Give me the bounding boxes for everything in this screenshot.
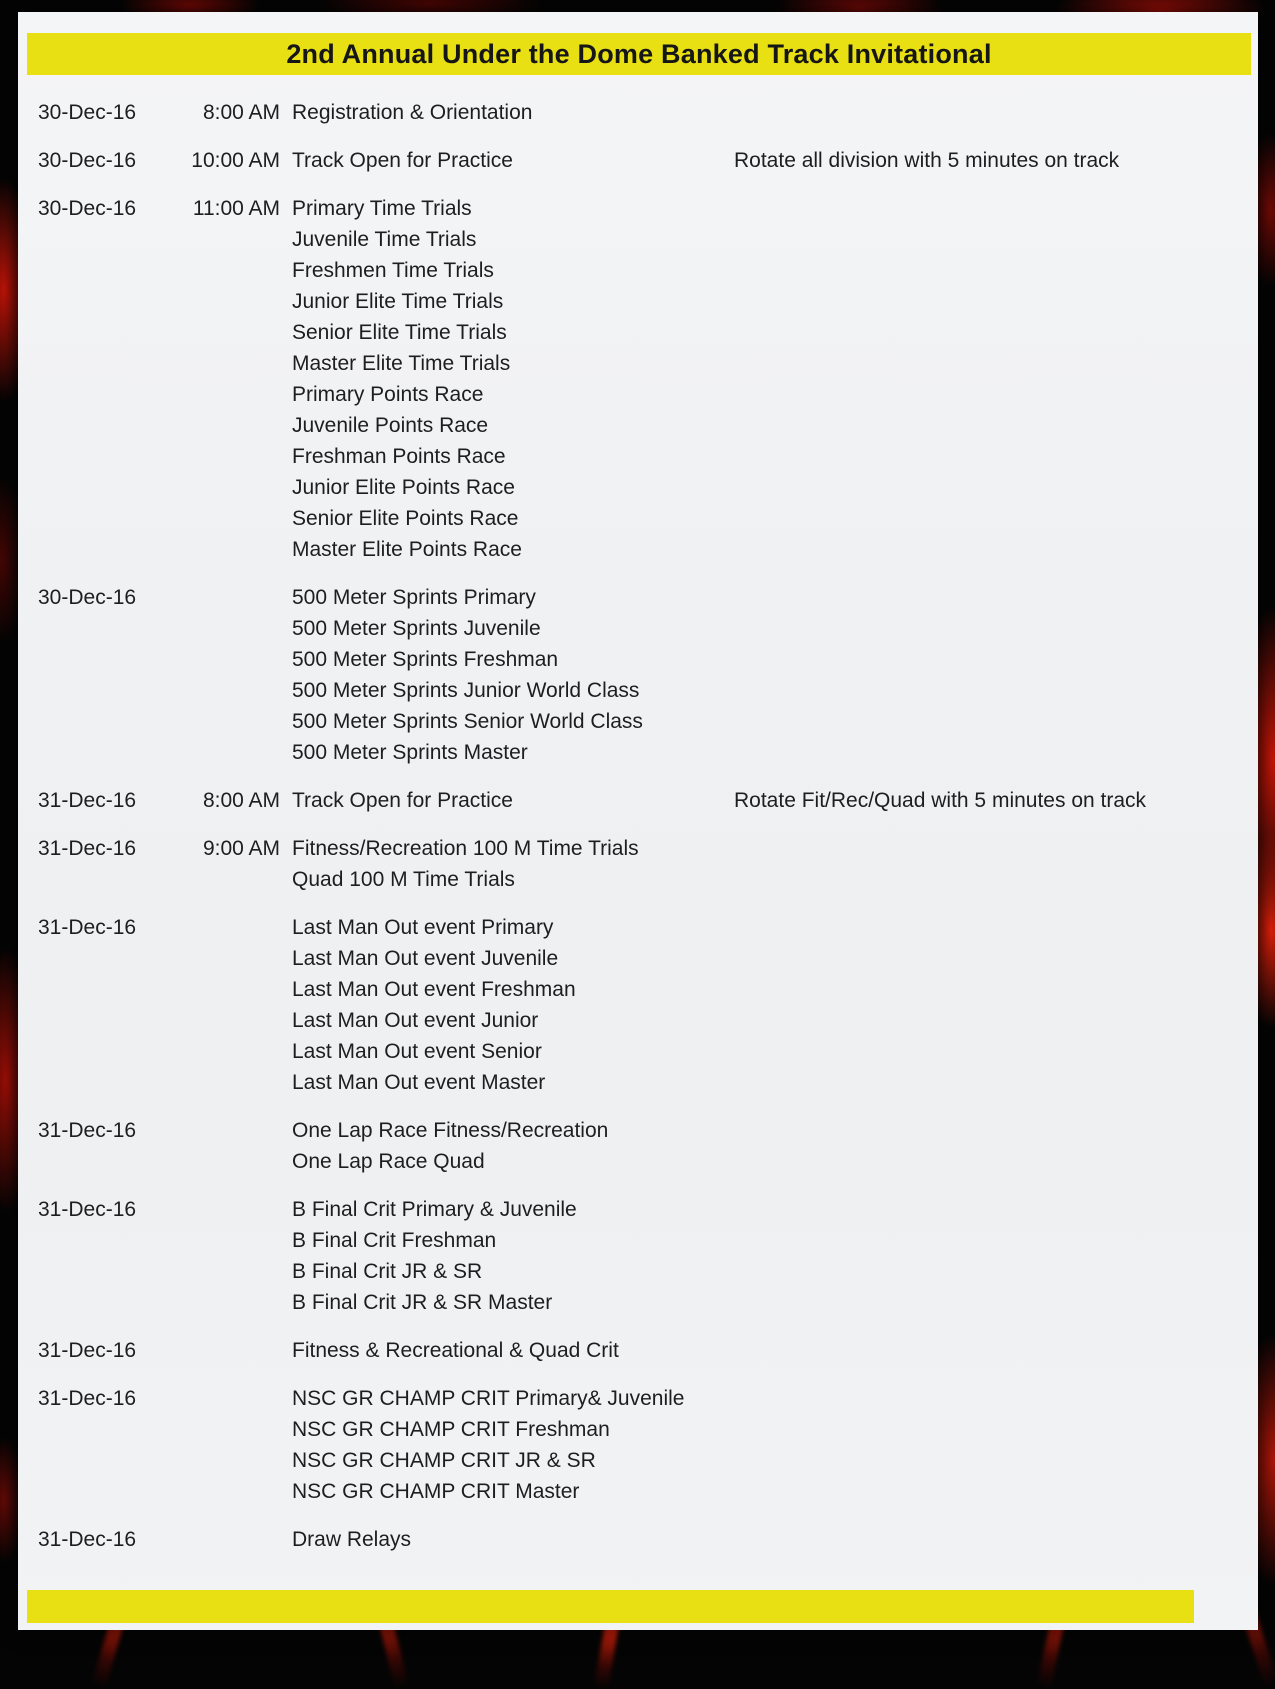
event-line: NSC GR CHAMP CRIT JR & SR [292, 1449, 596, 1472]
event-line: NSC GR CHAMP CRIT Freshman [292, 1418, 610, 1441]
event-line: B Final Crit JR & SR [292, 1260, 483, 1283]
date-cell: 31-Dec-16 [38, 1528, 137, 1551]
schedule-row [38, 785, 1246, 816]
event-line: Track Open for Practice [292, 789, 513, 812]
date-cell: 31-Dec-16 [38, 837, 137, 860]
event-line: Fitness & Recreational & Quad Crit [292, 1339, 619, 1362]
note-cell [734, 912, 1246, 1098]
event-line: Last Man Out event Senior [292, 1040, 542, 1063]
event-line: B Final Crit Freshman [292, 1229, 497, 1252]
event-line: Last Man Out event Junior [292, 1009, 539, 1032]
event-line: Senior Elite Points Race [292, 507, 519, 530]
event-line: Last Man Out event Master [292, 1071, 546, 1094]
note-cell [734, 833, 1246, 895]
event-line: 500 Meter Sprints Freshman [292, 648, 559, 671]
event-line: Last Man Out event Freshman [292, 978, 576, 1001]
event-line: Primary Time Trials [292, 197, 472, 220]
event-line: Master Elite Time Trials [292, 352, 511, 375]
event-line: Primary Points Race [292, 383, 484, 406]
time-cell: 8:00 AM [202, 101, 280, 124]
event-line: Juvenile Points Race [292, 414, 489, 437]
schedule-row [38, 145, 1246, 176]
date-cell: 31-Dec-16 [38, 1387, 137, 1410]
event-line: Freshmen Time Trials [292, 259, 494, 282]
event-line: Freshman Points Race [292, 445, 506, 468]
events-cell [292, 1335, 722, 1366]
events-cell [292, 785, 722, 816]
time-cell: 9:00 AM [202, 837, 280, 860]
date-cell: 31-Dec-16 [38, 789, 137, 812]
event-line: Junior Elite Time Trials [292, 290, 504, 313]
schedule-document [18, 12, 1258, 1630]
time-cell: 11:00 AM [192, 197, 280, 220]
time-cell [180, 1335, 280, 1366]
date-cell: 30-Dec-16 [38, 101, 137, 124]
event-line: NSC GR CHAMP CRIT Primary& Juvenile [292, 1387, 685, 1410]
date-cell: 31-Dec-16 [38, 1198, 137, 1221]
schedule-row [38, 582, 1246, 768]
date-cell: 31-Dec-16 [38, 1339, 137, 1362]
title-bar [27, 33, 1251, 75]
note-cell [734, 1524, 1246, 1555]
events-cell [292, 1115, 722, 1177]
event-line: Quad 100 M Time Trials [292, 868, 515, 891]
note-cell [734, 1115, 1246, 1177]
event-line: Track Open for Practice [292, 149, 513, 172]
event-line: 500 Meter Sprints Senior World Class [292, 710, 643, 733]
events-cell [292, 1524, 722, 1555]
event-line: One Lap Race Quad [292, 1150, 485, 1173]
schedule-table [18, 75, 1258, 1590]
schedule-row [38, 1194, 1246, 1318]
schedule-row [38, 1335, 1246, 1366]
time-cell: 10:00 AM [191, 149, 280, 172]
note-cell [734, 1335, 1246, 1366]
events-cell [292, 582, 722, 768]
events-cell [292, 1194, 722, 1318]
date-cell: 30-Dec-16 [38, 586, 137, 609]
event-line: Fitness/Recreation 100 M Time Trials [292, 837, 639, 860]
time-cell [180, 1115, 280, 1177]
event-line: Master Elite Points Race [292, 538, 522, 561]
schedule-row [38, 833, 1246, 895]
events-cell [292, 1383, 722, 1507]
event-line: 500 Meter Sprints Master [292, 741, 528, 764]
event-line: Juvenile Time Trials [292, 228, 477, 251]
note-cell [734, 97, 1246, 128]
schedule-row [38, 912, 1246, 1098]
events-cell [292, 145, 722, 176]
event-line: Registration & Orientation [292, 101, 533, 124]
events-cell [292, 833, 722, 895]
event-line: B Final Crit Primary & Juvenile [292, 1198, 577, 1221]
schedule-row [38, 97, 1246, 128]
schedule-row [38, 193, 1246, 565]
time-cell [180, 1383, 280, 1507]
event-line: NSC GR CHAMP CRIT Master [292, 1480, 580, 1503]
note-cell [734, 1194, 1246, 1318]
footer-bar [27, 1590, 1194, 1623]
time-cell: 8:00 AM [202, 789, 280, 812]
date-cell: 30-Dec-16 [38, 149, 137, 172]
time-cell [180, 1524, 280, 1555]
date-cell: 31-Dec-16 [38, 916, 137, 939]
note-cell [734, 193, 1246, 565]
event-line: One Lap Race Fitness/Recreation [292, 1119, 609, 1142]
time-cell [180, 912, 280, 1098]
page-title: 2nd Annual Under the Dome Banked Track Invitational [286, 38, 992, 69]
schedule-row [38, 1383, 1246, 1507]
note-cell [734, 1383, 1246, 1507]
note-cell: Rotate all division with 5 minutes on track [734, 149, 1120, 172]
event-line: Junior Elite Points Race [292, 476, 515, 499]
schedule-row [38, 1524, 1246, 1555]
note-cell: Rotate Fit/Rec/Quad with 5 minutes on track [734, 789, 1147, 812]
event-line: Senior Elite Time Trials [292, 321, 507, 344]
events-cell [292, 97, 722, 128]
note-cell [734, 582, 1246, 768]
event-line: Draw Relays [292, 1528, 412, 1551]
event-line: 500 Meter Sprints Juvenile [292, 617, 541, 640]
event-line: B Final Crit JR & SR Master [292, 1291, 553, 1314]
date-cell: 30-Dec-16 [38, 197, 137, 220]
event-line: Last Man Out event Primary [292, 916, 554, 939]
event-line: 500 Meter Sprints Junior World Class [292, 679, 640, 702]
events-cell [292, 193, 722, 565]
event-line: 500 Meter Sprints Primary [292, 586, 536, 609]
event-line: Last Man Out event Juvenile [292, 947, 559, 970]
events-cell [292, 912, 722, 1098]
date-cell: 31-Dec-16 [38, 1119, 137, 1142]
time-cell [180, 582, 280, 768]
schedule-row [38, 1115, 1246, 1177]
time-cell [180, 1194, 280, 1318]
